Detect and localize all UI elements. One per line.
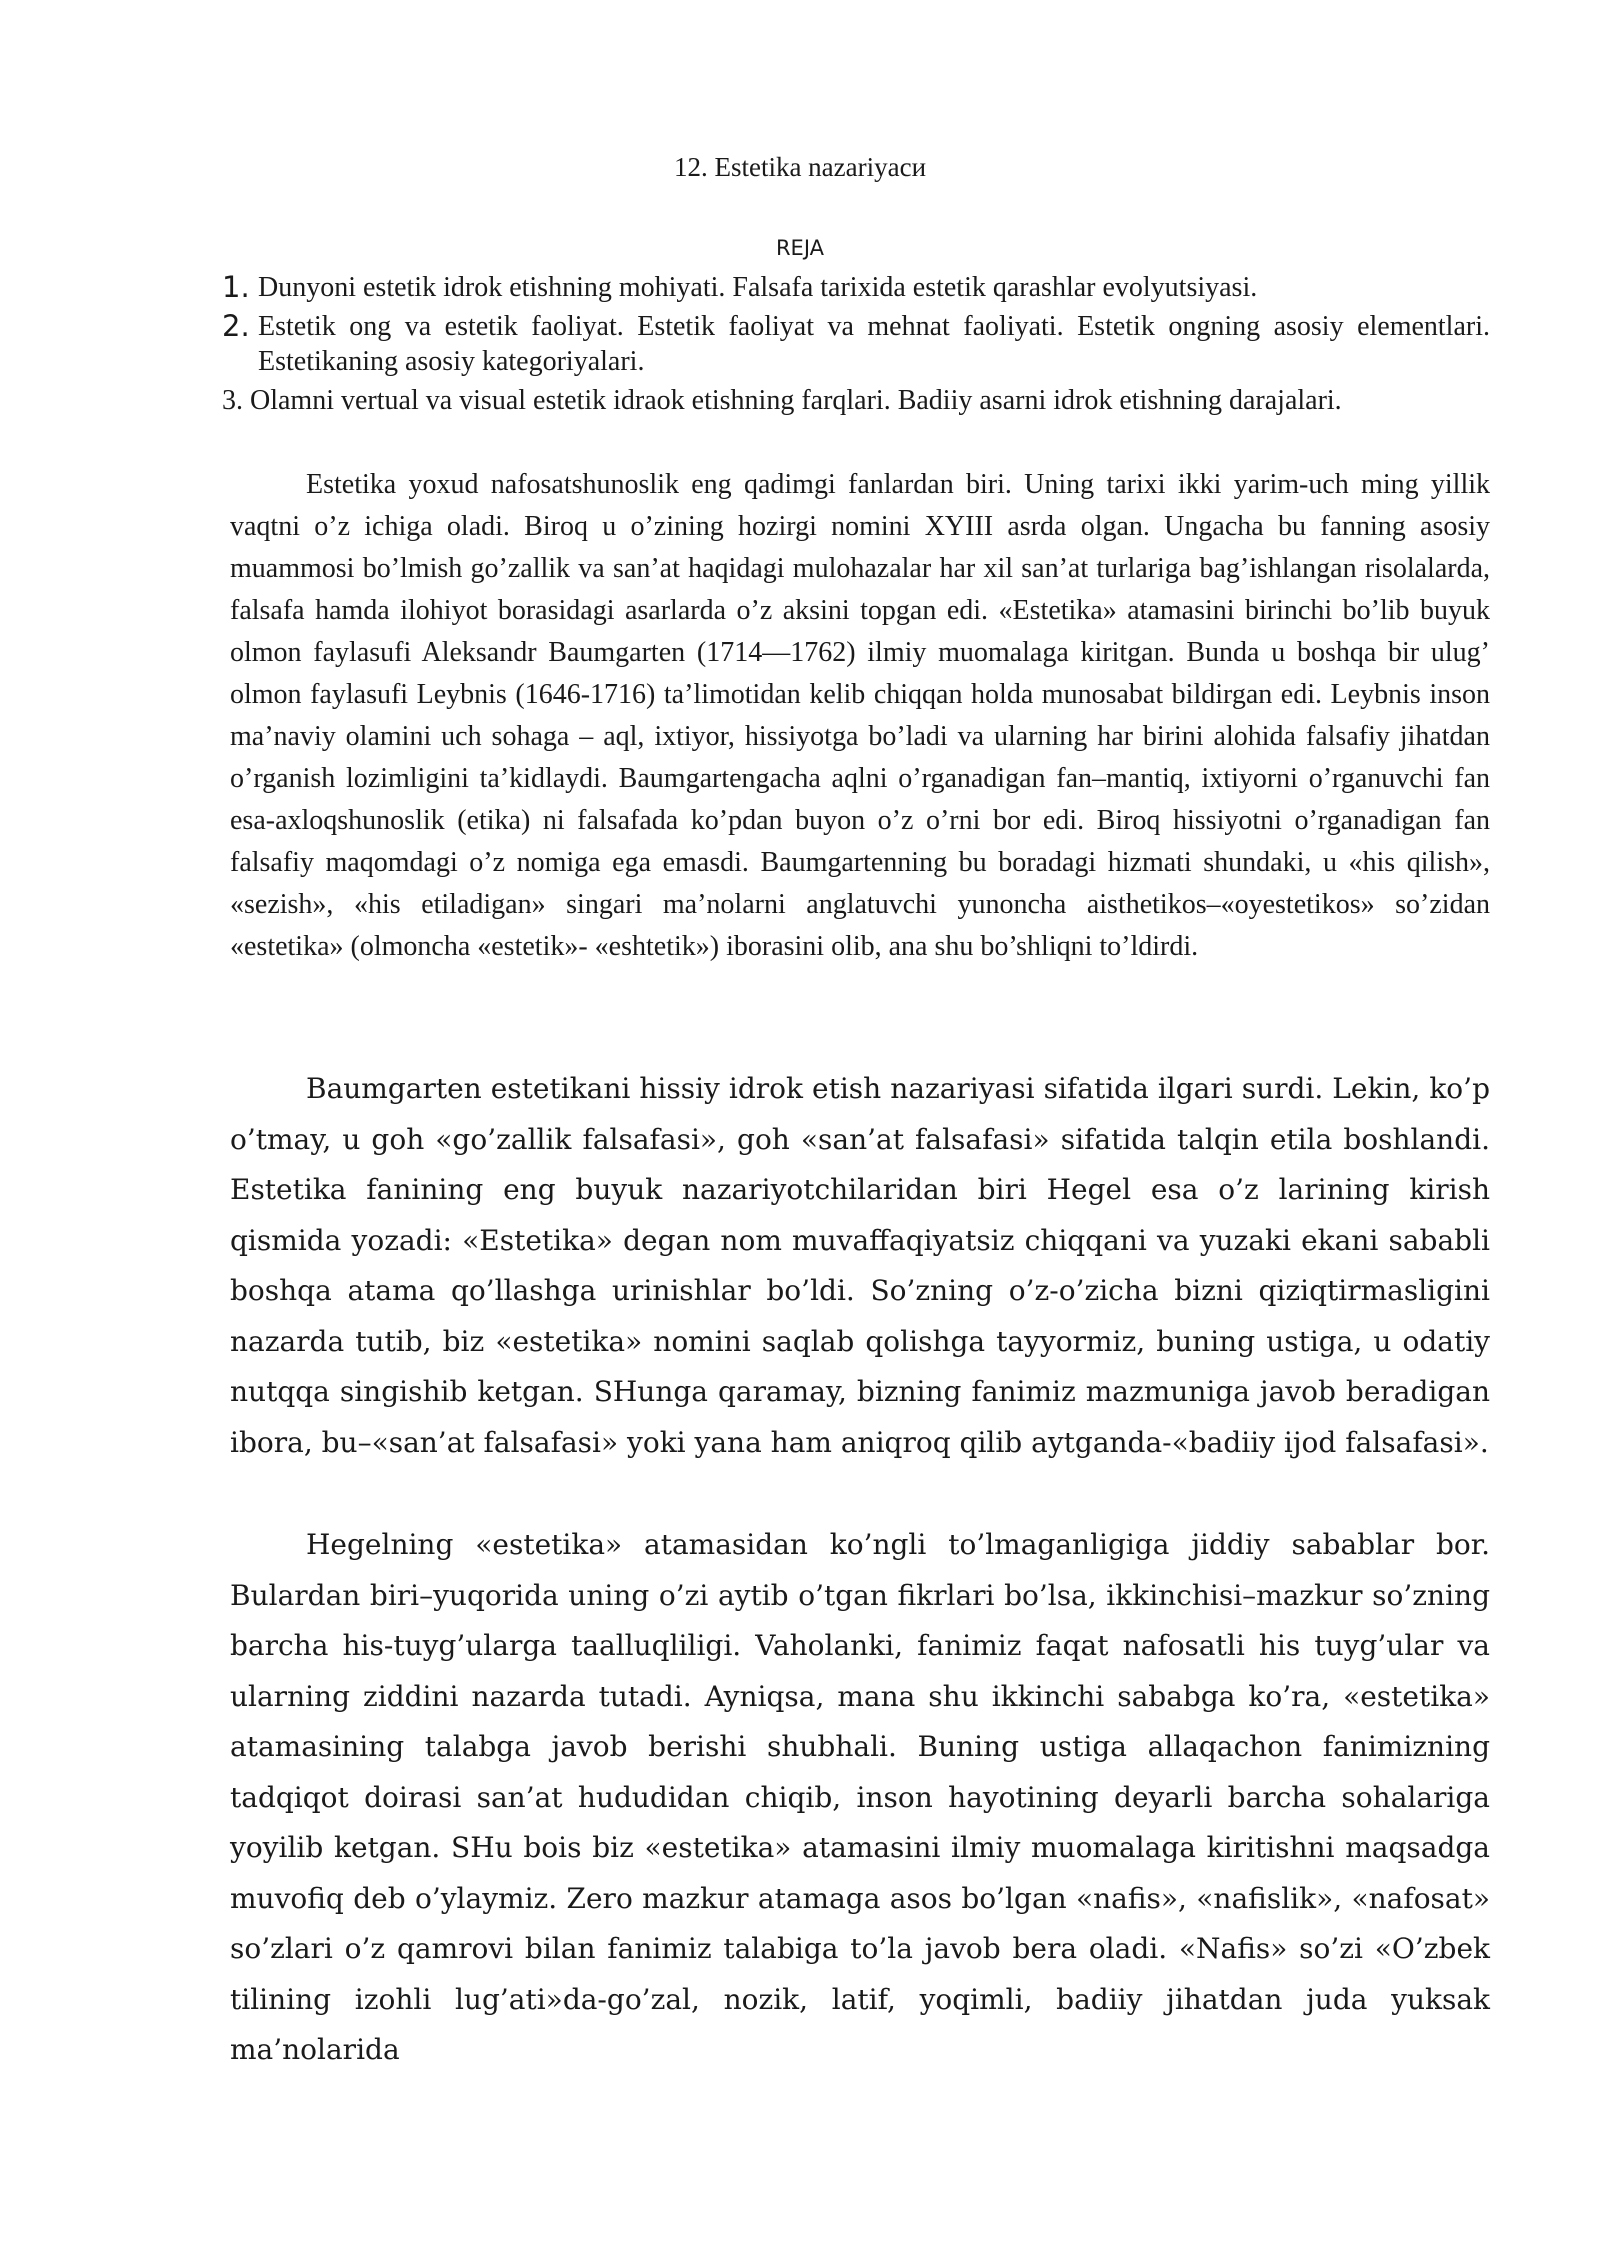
plan-item [222,270,1490,305]
document-title: 12. Estetika nazariyaси [673,152,927,182]
plan-list [222,270,1490,422]
body-paragraph: Baumgarten estetikani hissiy idrok etish nazariyasi sifatida ilgari surdi. Lekin, ko’p o’tmay, u goh «go’zallik falsafasi», goh «san’at falsafasi» sifatida talqin etila boshlandi. Estetika fanining eng buyuk nazariyotchilaridan biri Hegel esa o’z larining kirish qismida yozadi: «Estetika» degan nom muvaffaqiyatsiz chiqqani va yuzaki ekani sababli boshqa atama qo’llashga urinishlar bo’ldi. So’zning o’z-o’zicha bizni qiziqtirmasligini nazarda tutib, biz «estetika» nomini saqlab qolishga tayyormiz, buning ustiga, u odatiy nutqqa singishib ketgan. SHunga qaramay, bizning fanimiz mazmuniga javob beradigan ibora, bu–«san’at falsafasi» yoki yana ham aniqroq qilib aytganda-«badiiy ijod falsafasi». [230,1072,1490,1459]
plan-item [222,309,1490,379]
plan-heading: REJA [775,236,825,260]
plan-item-number: 1. [222,270,250,304]
plan-item-text [222,383,1490,418]
plan-item-text: Estetik ong va estetik faoliyat. Estetik faoliyat va mehnat faoliyati. Estetik ongning asosiy elementlari. Estetikaning asosiy kategoriyalari. [258,311,1490,377]
plan-item-number: 2. [222,309,250,343]
plan-item [222,383,1490,418]
plan-item-body: Olamni vertual va visual estetik idraok etishning farqlari. Badiiy asarni idrok etishning darajalari. [250,385,1342,416]
plan-item-number: 3. [222,385,243,416]
body-paragraph: Hegelning «estetika» atamasidan ko’ngli to’lmaganligiga jiddiy sabablar bor. Bulardan biri–yuqorida uning o’zi aytib o’tgan fikrlari bo’lsa, ikkinchisi–mazkur so’zning barcha his-tuyg’ularga taalluqliligi. Vaholanki, fanimiz faqat nafosatli his tuyg’ular va ularning ziddini nazarda tutadi. Ayniqsa, mana shu ikkinchi sababga ko’ra, «estetika» atamasining talabga javob berishi shubhali. Buning ustiga allaqachon fanimizning tadqiqot doirasi san’at hududidan chiqib, inson hayotining deyarli barcha sohalariga yoyilib ketgan. SHu bois biz «estetika» atamasini ilmiy muomalaga kiritishni maqsadga muvofiq deb o’ylaymiz. Zero mazkur atamaga asos bo’lgan «nafis», «nafislik», «nafosat» so’zlari o’z qamrovi bilan fanimiz talabiga to’la javob bera oladi. «Nafis» so’zi «O’zbek tilining izohli lug’ati»da-go’zal, nozik, latif, yoqimli, badiiy jihatdan juda yuksak ma’nolarida [230,1528,1490,2066]
plan-item-text: Dunyoni estetik idrok etishning mohiyati. Falsafa tarixida estetik qarashlar evolyutsiyasi. [258,272,1258,303]
body-paragraph: Estetika yoxud nafosatshunoslik eng qadimgi fanlardan biri. Uning tarixi ikki yarim-uch ming yillik vaqtni o’z ichiga oladi. Biroq u o’zining hozirgi nomini XYIII asrda olgan. Ungacha bu fanning asosiy muammosi bo’lmish go’zallik va san’at haqidagi mulohazalar har xil san’at turlariga bag’ishlangan risolalarda, falsafa hamda ilohiyot borasidagi asarlarda o’z aksini topgan edi. «Estetika» atamasini birinchi bo’lib buyuk olmon faylasufi Aleksandr Baumgarten (1714—1762) ilmiy muomalaga kiritgan. Bunda u boshqa bir ulug’ olmon faylasufi Leybnis (1646-1716) ta’limotidan kelib chiqqan holda munosabat bildirgan edi. Leybnis inson ma’naviy olamini uch sohaga – aql, ixtiyor, hissiyotga bo’ladi va ularning har birini alohida falsafiy jihatdan o’rganish lozimligini ta’kidlaydi. Baumgartengacha aqlni o’rganadigan fan–mantiq, ixtiyorni o’rganuvchi fan esa-axloqshunoslik (etika) ni falsafada ko’pdan buyon o’z o’rni bor edi. Biroq hissiyotni o’rganadigan fan falsafiy maqomdagi o’z nomiga ega emasdi. Baumgartenning bu boradagi hizmati shundaki, u «his qilish», «sezish», «his etiladigan» singari ma’nolarni anglatuvchi yunoncha aisthetikos–«oyestetikos» so’zidan «estetika» (olmoncha «estetik»- «eshtetik») iborasini olib, ana shu bo’shliqni to’ldirdi. [230,469,1490,962]
